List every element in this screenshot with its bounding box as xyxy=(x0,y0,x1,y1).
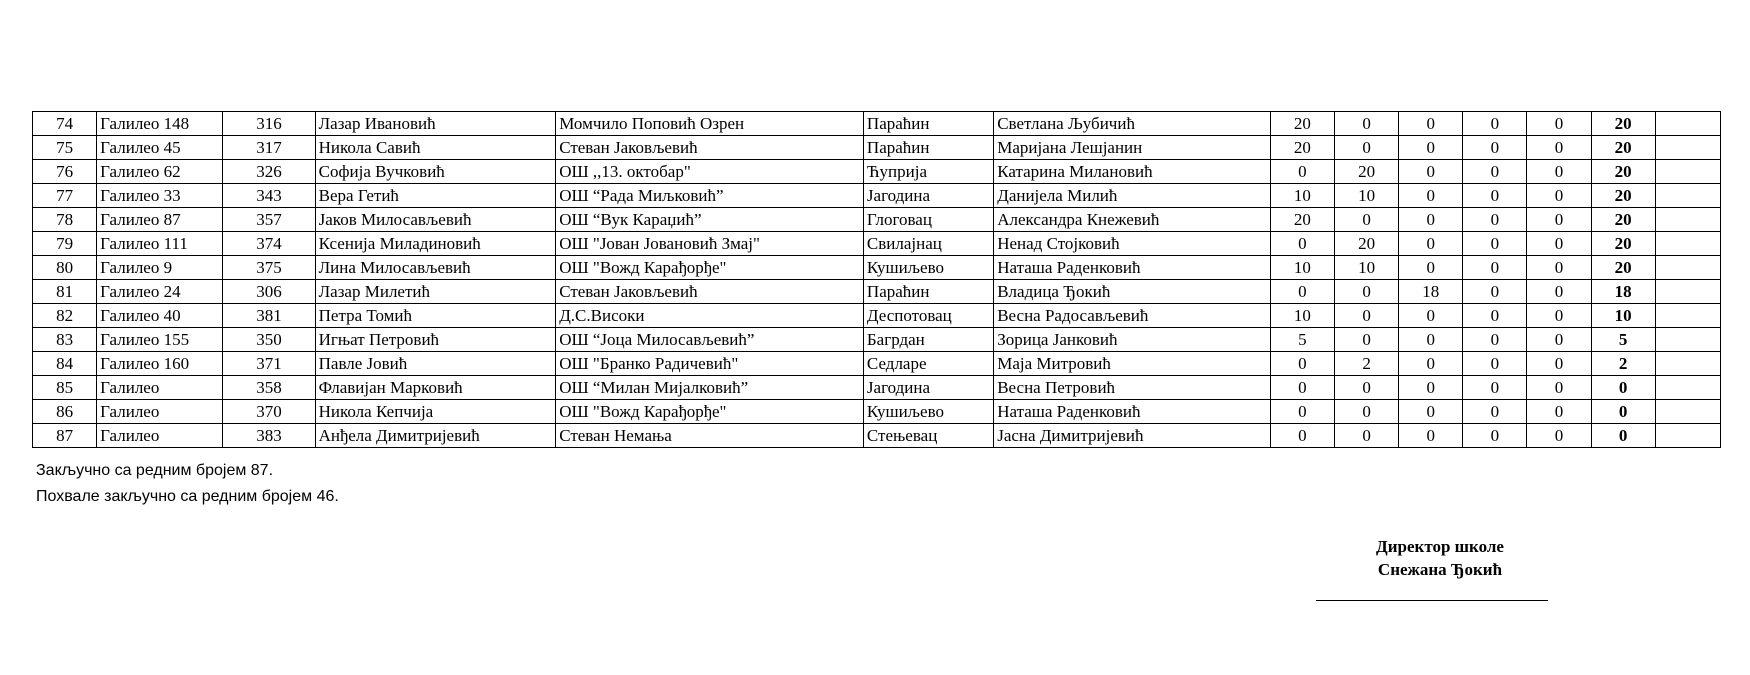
cell-teacher: Светлана Љубичић xyxy=(994,112,1271,136)
cell-score-2: 10 xyxy=(1335,256,1399,280)
cell-total: 20 xyxy=(1591,232,1655,256)
cell-score-3: 0 xyxy=(1399,328,1463,352)
cell-score-4: 0 xyxy=(1463,424,1527,448)
table-row xyxy=(33,136,1721,160)
cell-school: ОШ "Бранко Радичевић" xyxy=(556,352,864,376)
commendations-note: Похвале закључно са редним бројем 46. xyxy=(36,488,339,505)
cell-teacher: Јасна Димитријевић xyxy=(994,424,1271,448)
cell-rank: 86 xyxy=(33,400,97,424)
cell-score-4: 0 xyxy=(1463,232,1527,256)
cell-id: 375 xyxy=(223,256,315,280)
cell-code: Галилео 33 xyxy=(97,184,223,208)
cell-score-5: 0 xyxy=(1527,232,1591,256)
cell-student-name: Анђела Димитријевић xyxy=(315,424,556,448)
cell-student-name: Лазар Милетић xyxy=(315,280,556,304)
table-row xyxy=(33,352,1721,376)
cell-rank: 81 xyxy=(33,280,97,304)
cell-score-2: 0 xyxy=(1335,304,1399,328)
signature-title: Директор школе xyxy=(1376,537,1504,556)
cell-school: Д.С.Високи xyxy=(556,304,864,328)
cell-score-4: 0 xyxy=(1463,184,1527,208)
cell-score-2: 0 xyxy=(1335,400,1399,424)
table-row xyxy=(33,160,1721,184)
cell-extra xyxy=(1655,256,1720,280)
cell-score-4: 0 xyxy=(1463,328,1527,352)
cell-id: 383 xyxy=(223,424,315,448)
cell-score-2: 0 xyxy=(1335,208,1399,232)
cell-id: 326 xyxy=(223,160,315,184)
cell-code: Галилео 111 xyxy=(97,232,223,256)
cell-town: Стењевац xyxy=(863,424,993,448)
cell-teacher: Катарина Милановић xyxy=(994,160,1271,184)
cell-id: 358 xyxy=(223,376,315,400)
cell-extra xyxy=(1655,400,1720,424)
cell-score-4: 0 xyxy=(1463,376,1527,400)
signature-name: Снежана Ђокић xyxy=(1377,560,1503,579)
cell-rank: 82 xyxy=(33,304,97,328)
cell-score-4: 0 xyxy=(1463,112,1527,136)
cell-teacher: Весна Радосављевић xyxy=(994,304,1271,328)
cell-rank: 78 xyxy=(33,208,97,232)
cell-total: 20 xyxy=(1591,256,1655,280)
cell-code: Галилео 160 xyxy=(97,352,223,376)
cell-score-5: 0 xyxy=(1527,112,1591,136)
cell-id: 374 xyxy=(223,232,315,256)
cell-extra xyxy=(1655,160,1720,184)
table-row xyxy=(33,232,1721,256)
cell-score-4: 0 xyxy=(1463,352,1527,376)
cell-score-3: 0 xyxy=(1399,208,1463,232)
cell-student-name: Вера Гетић xyxy=(315,184,556,208)
cell-score-2: 0 xyxy=(1335,136,1399,160)
cell-total: 0 xyxy=(1591,424,1655,448)
cell-school: ОШ “Јоца Милосављевић” xyxy=(556,328,864,352)
cell-school: ОШ "Вожд Карађорђе" xyxy=(556,256,864,280)
cell-town: Јагодина xyxy=(863,376,993,400)
cell-town: Параћин xyxy=(863,280,993,304)
table-row xyxy=(33,304,1721,328)
cell-score-1: 10 xyxy=(1270,304,1334,328)
cell-score-4: 0 xyxy=(1463,160,1527,184)
cell-id: 370 xyxy=(223,400,315,424)
cell-student-name: Никола Савић xyxy=(315,136,556,160)
cell-student-name: Никола Кепчија xyxy=(315,400,556,424)
cell-score-1: 20 xyxy=(1270,136,1334,160)
cell-score-2: 0 xyxy=(1335,280,1399,304)
cell-score-3: 0 xyxy=(1399,160,1463,184)
cell-id: 317 xyxy=(223,136,315,160)
cell-total: 20 xyxy=(1591,160,1655,184)
cell-extra xyxy=(1655,304,1720,328)
cell-code: Галилео 40 xyxy=(97,304,223,328)
cell-student-name: Лазар Ивановић xyxy=(315,112,556,136)
cell-score-1: 10 xyxy=(1270,256,1334,280)
cell-total: 2 xyxy=(1591,352,1655,376)
cell-score-3: 0 xyxy=(1399,136,1463,160)
cell-extra xyxy=(1655,280,1720,304)
cell-score-1: 0 xyxy=(1270,424,1334,448)
cell-score-3: 0 xyxy=(1399,424,1463,448)
cell-extra xyxy=(1655,328,1720,352)
cell-score-4: 0 xyxy=(1463,136,1527,160)
cell-rank: 75 xyxy=(33,136,97,160)
cell-school: ОШ "Јован Јовановић Змај" xyxy=(556,232,864,256)
cell-score-4: 0 xyxy=(1463,280,1527,304)
cell-student-name: Лина Милосављевић xyxy=(315,256,556,280)
cell-score-3: 0 xyxy=(1399,400,1463,424)
cell-total: 0 xyxy=(1591,400,1655,424)
cell-rank: 76 xyxy=(33,160,97,184)
cell-student-name: Флавијан Марковић xyxy=(315,376,556,400)
cell-code: Галилео xyxy=(97,376,223,400)
cell-teacher: Зорица Јанковић xyxy=(994,328,1271,352)
cell-code: Галилео 148 xyxy=(97,112,223,136)
cell-id: 316 xyxy=(223,112,315,136)
cell-total: 18 xyxy=(1591,280,1655,304)
cell-rank: 79 xyxy=(33,232,97,256)
signature-line xyxy=(1316,600,1548,601)
cell-score-2: 0 xyxy=(1335,424,1399,448)
cell-score-1: 0 xyxy=(1270,352,1334,376)
cell-extra xyxy=(1655,112,1720,136)
cell-score-5: 0 xyxy=(1527,352,1591,376)
table-row xyxy=(33,184,1721,208)
cell-score-5: 0 xyxy=(1527,280,1591,304)
cell-total: 5 xyxy=(1591,328,1655,352)
cell-code: Галилео 24 xyxy=(97,280,223,304)
cell-score-2: 0 xyxy=(1335,328,1399,352)
cell-total: 0 xyxy=(1591,376,1655,400)
cell-id: 306 xyxy=(223,280,315,304)
cell-extra xyxy=(1655,352,1720,376)
table-row xyxy=(33,112,1721,136)
cell-score-3: 0 xyxy=(1399,184,1463,208)
cell-total: 20 xyxy=(1591,136,1655,160)
cell-score-3: 0 xyxy=(1399,112,1463,136)
cell-score-5: 0 xyxy=(1527,136,1591,160)
cell-id: 381 xyxy=(223,304,315,328)
cell-score-5: 0 xyxy=(1527,208,1591,232)
cell-teacher: Александра Кнежевић xyxy=(994,208,1271,232)
cell-score-1: 5 xyxy=(1270,328,1334,352)
cell-score-1: 0 xyxy=(1270,376,1334,400)
cell-total: 10 xyxy=(1591,304,1655,328)
cell-score-5: 0 xyxy=(1527,424,1591,448)
cell-town: Глоговац xyxy=(863,208,993,232)
table-row xyxy=(33,400,1721,424)
cell-score-2: 2 xyxy=(1335,352,1399,376)
cell-town: Параћин xyxy=(863,112,993,136)
cell-extra xyxy=(1655,232,1720,256)
results-table xyxy=(32,111,1721,448)
cell-town: Свилајнац xyxy=(863,232,993,256)
cell-score-4: 0 xyxy=(1463,256,1527,280)
cell-score-4: 0 xyxy=(1463,304,1527,328)
cell-school: Стеван Немања xyxy=(556,424,864,448)
cell-score-3: 0 xyxy=(1399,256,1463,280)
cell-town: Кушиљево xyxy=(863,256,993,280)
cell-teacher: Весна Петровић xyxy=(994,376,1271,400)
cell-code: Галилео 62 xyxy=(97,160,223,184)
cell-school: Стеван Јаковљевић xyxy=(556,136,864,160)
cell-score-4: 0 xyxy=(1463,400,1527,424)
cell-score-2: 0 xyxy=(1335,112,1399,136)
cell-school: ОШ “Рада Миљковић” xyxy=(556,184,864,208)
cell-school: Стеван Јаковљевић xyxy=(556,280,864,304)
cell-score-5: 0 xyxy=(1527,256,1591,280)
cell-code: Галилео xyxy=(97,400,223,424)
cell-extra xyxy=(1655,208,1720,232)
cell-id: 350 xyxy=(223,328,315,352)
cell-total: 20 xyxy=(1591,112,1655,136)
cell-score-5: 0 xyxy=(1527,376,1591,400)
cell-rank: 84 xyxy=(33,352,97,376)
cell-student-name: Софија Вучковић xyxy=(315,160,556,184)
cell-code: Галилео 9 xyxy=(97,256,223,280)
cell-score-5: 0 xyxy=(1527,400,1591,424)
cell-rank: 77 xyxy=(33,184,97,208)
cell-score-2: 10 xyxy=(1335,184,1399,208)
cell-score-2: 20 xyxy=(1335,232,1399,256)
cell-score-3: 0 xyxy=(1399,232,1463,256)
closing-note: Закључно са редним бројем 87. xyxy=(36,462,274,479)
cell-score-1: 0 xyxy=(1270,280,1334,304)
cell-town: Ћуприја xyxy=(863,160,993,184)
cell-teacher: Ненад Стојковић xyxy=(994,232,1271,256)
cell-extra xyxy=(1655,184,1720,208)
cell-extra xyxy=(1655,136,1720,160)
cell-total: 20 xyxy=(1591,184,1655,208)
table-row xyxy=(33,256,1721,280)
cell-teacher: Маријана Лешјанин xyxy=(994,136,1271,160)
cell-student-name: Петра Томић xyxy=(315,304,556,328)
cell-score-3: 0 xyxy=(1399,376,1463,400)
cell-rank: 85 xyxy=(33,376,97,400)
cell-score-5: 0 xyxy=(1527,304,1591,328)
cell-score-1: 20 xyxy=(1270,112,1334,136)
cell-town: Јагодина xyxy=(863,184,993,208)
cell-score-2: 20 xyxy=(1335,160,1399,184)
cell-extra xyxy=(1655,376,1720,400)
cell-school: ОШ “Вук Караџић” xyxy=(556,208,864,232)
cell-student-name: Јаков Милосављевић xyxy=(315,208,556,232)
cell-rank: 74 xyxy=(33,112,97,136)
cell-teacher: Наташа Раденковић xyxy=(994,400,1271,424)
cell-score-1: 10 xyxy=(1270,184,1334,208)
cell-school: Момчило Поповић Озрен xyxy=(556,112,864,136)
cell-score-2: 0 xyxy=(1335,376,1399,400)
cell-score-1: 0 xyxy=(1270,232,1334,256)
cell-score-1: 0 xyxy=(1270,400,1334,424)
cell-score-4: 0 xyxy=(1463,208,1527,232)
cell-score-3: 0 xyxy=(1399,352,1463,376)
cell-score-5: 0 xyxy=(1527,160,1591,184)
table-row xyxy=(33,424,1721,448)
cell-score-3: 18 xyxy=(1399,280,1463,304)
cell-town: Седларе xyxy=(863,352,993,376)
cell-teacher: Владица Ђокић xyxy=(994,280,1271,304)
cell-school: ОШ "Вожд Карађорђе" xyxy=(556,400,864,424)
cell-rank: 83 xyxy=(33,328,97,352)
cell-total: 20 xyxy=(1591,208,1655,232)
cell-teacher: Маја Митровић xyxy=(994,352,1271,376)
cell-town: Деспотовац xyxy=(863,304,993,328)
cell-school: ОШ “Милан Мијалковић” xyxy=(556,376,864,400)
cell-extra xyxy=(1655,424,1720,448)
cell-town: Багрдан xyxy=(863,328,993,352)
cell-code: Галилео 45 xyxy=(97,136,223,160)
cell-id: 357 xyxy=(223,208,315,232)
table-row xyxy=(33,280,1721,304)
cell-score-3: 0 xyxy=(1399,304,1463,328)
cell-code: Галилео xyxy=(97,424,223,448)
table-row xyxy=(33,208,1721,232)
cell-student-name: Павле Јовић xyxy=(315,352,556,376)
cell-town: Параћин xyxy=(863,136,993,160)
table-row xyxy=(33,328,1721,352)
cell-rank: 87 xyxy=(33,424,97,448)
cell-student-name: Игњат Петровић xyxy=(315,328,556,352)
cell-code: Галилео 155 xyxy=(97,328,223,352)
cell-score-1: 0 xyxy=(1270,160,1334,184)
cell-student-name: Ксенија Миладиновић xyxy=(315,232,556,256)
cell-score-1: 20 xyxy=(1270,208,1334,232)
table-row xyxy=(33,376,1721,400)
cell-id: 343 xyxy=(223,184,315,208)
cell-id: 371 xyxy=(223,352,315,376)
cell-town: Кушиљево xyxy=(863,400,993,424)
cell-teacher: Данијела Милић xyxy=(994,184,1271,208)
cell-rank: 80 xyxy=(33,256,97,280)
cell-school: ОШ ,,13. октобар" xyxy=(556,160,864,184)
cell-teacher: Наташа Раденковић xyxy=(994,256,1271,280)
cell-score-5: 0 xyxy=(1527,184,1591,208)
cell-code: Галилео 87 xyxy=(97,208,223,232)
table-body xyxy=(33,112,1721,448)
cell-score-5: 0 xyxy=(1527,328,1591,352)
